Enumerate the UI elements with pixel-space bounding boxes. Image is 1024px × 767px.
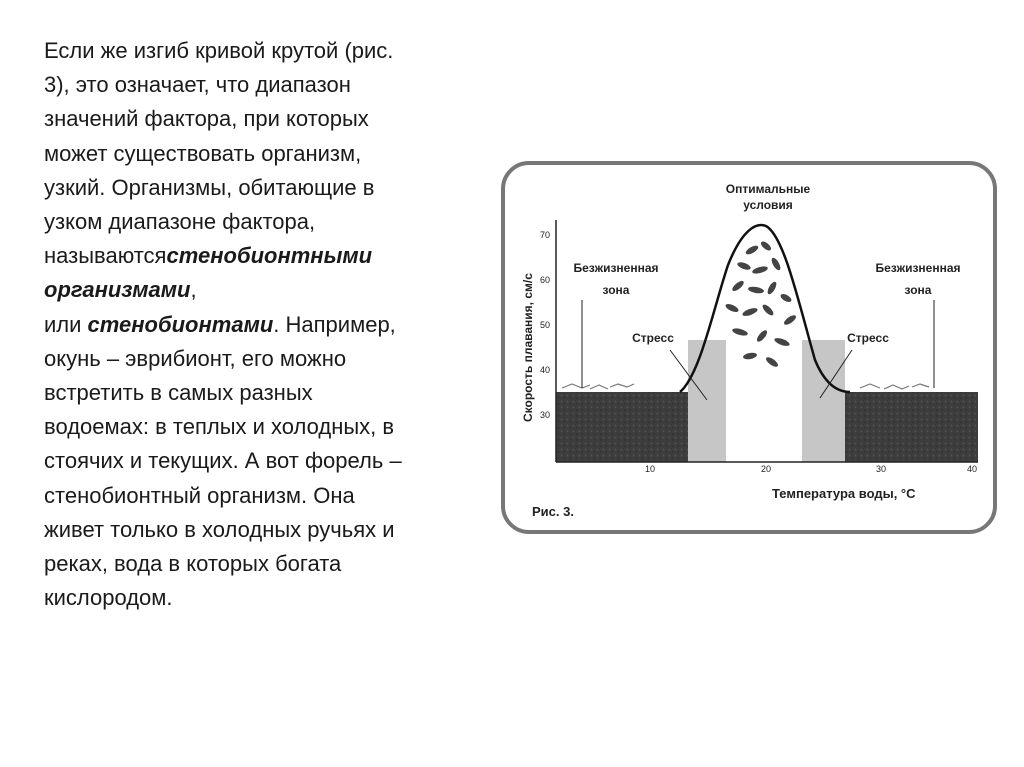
text-fragment: ,: [190, 277, 197, 303]
x-tick: 30: [876, 464, 887, 474]
lifeless-left-label-2: зона: [602, 283, 630, 297]
term-organisms: организмами: [44, 277, 191, 303]
text-line: может существовать организм,: [44, 140, 362, 166]
text-line: значений фактора, при которых: [44, 106, 369, 132]
x-tick: 10: [645, 464, 656, 474]
y-axis-label: Скорость плавания, см/с: [521, 273, 535, 422]
text-line: [44, 273, 474, 307]
term-stenobionts: стенобионтами: [87, 311, 274, 337]
figure-caption: Рис. 3.: [532, 504, 574, 519]
term-stenobiont-organisms: стенобионтными: [166, 243, 373, 269]
optimal-label-2: условия: [743, 198, 793, 212]
lifeless-zone-right: [845, 392, 978, 462]
text-line: [44, 308, 474, 342]
stress-right-label: Стресс: [847, 331, 889, 345]
text-line: окунь – эврибионт, его можно: [44, 345, 347, 371]
figure-diagram: [500, 160, 998, 535]
y-tick: 50: [540, 320, 551, 330]
text-line: стоячих и текущих. А вот форель –: [44, 448, 402, 474]
y-tick: 40: [540, 365, 551, 375]
y-tick: 70: [540, 230, 551, 240]
body-text: [44, 34, 474, 615]
text-line: узкий. Организмы, обитающие в: [44, 174, 375, 200]
y-tick: 60: [540, 275, 551, 285]
text-fragment: называются: [44, 243, 167, 269]
text-line: кислородом.: [44, 585, 173, 611]
text-fragment: или: [44, 311, 88, 337]
y-tick: 30: [540, 410, 551, 420]
text-line: реках, вода в которых богата: [44, 551, 342, 577]
optimal-label-1: Оптимальные: [725, 182, 811, 196]
text-line: 3), это означает, что диапазон: [44, 72, 351, 98]
text-line: узком диапазоне фактора,: [44, 209, 316, 235]
lifeless-zone-left: [556, 392, 688, 462]
figure-3: [500, 160, 998, 535]
text-line: водоемах: в теплых и холодных, в: [44, 414, 395, 440]
text-line: стенобионтный организм. Она: [44, 482, 355, 508]
x-tick: 40: [967, 464, 978, 474]
x-axis-label: Температура воды, °С: [772, 486, 916, 501]
figure-frame: [503, 163, 995, 532]
stress-zone-right: [802, 340, 845, 462]
text-line: Если же изгиб кривой крутой (рис.: [44, 38, 394, 63]
stress-zone-left: [688, 340, 726, 462]
x-tick: 20: [761, 464, 772, 474]
text-line: встретить в самых разных: [44, 380, 313, 406]
lifeless-right-label-1: Безжизненная: [875, 261, 961, 275]
text-fragment: . Например,: [273, 311, 396, 337]
lifeless-left-label-1: Безжизненная: [573, 261, 659, 275]
lifeless-right-label-2: зона: [904, 283, 932, 297]
text-line: живет только в холодных ручьях и: [44, 516, 395, 542]
stress-left-label: Стресс: [632, 331, 674, 345]
text-line: [44, 239, 474, 273]
